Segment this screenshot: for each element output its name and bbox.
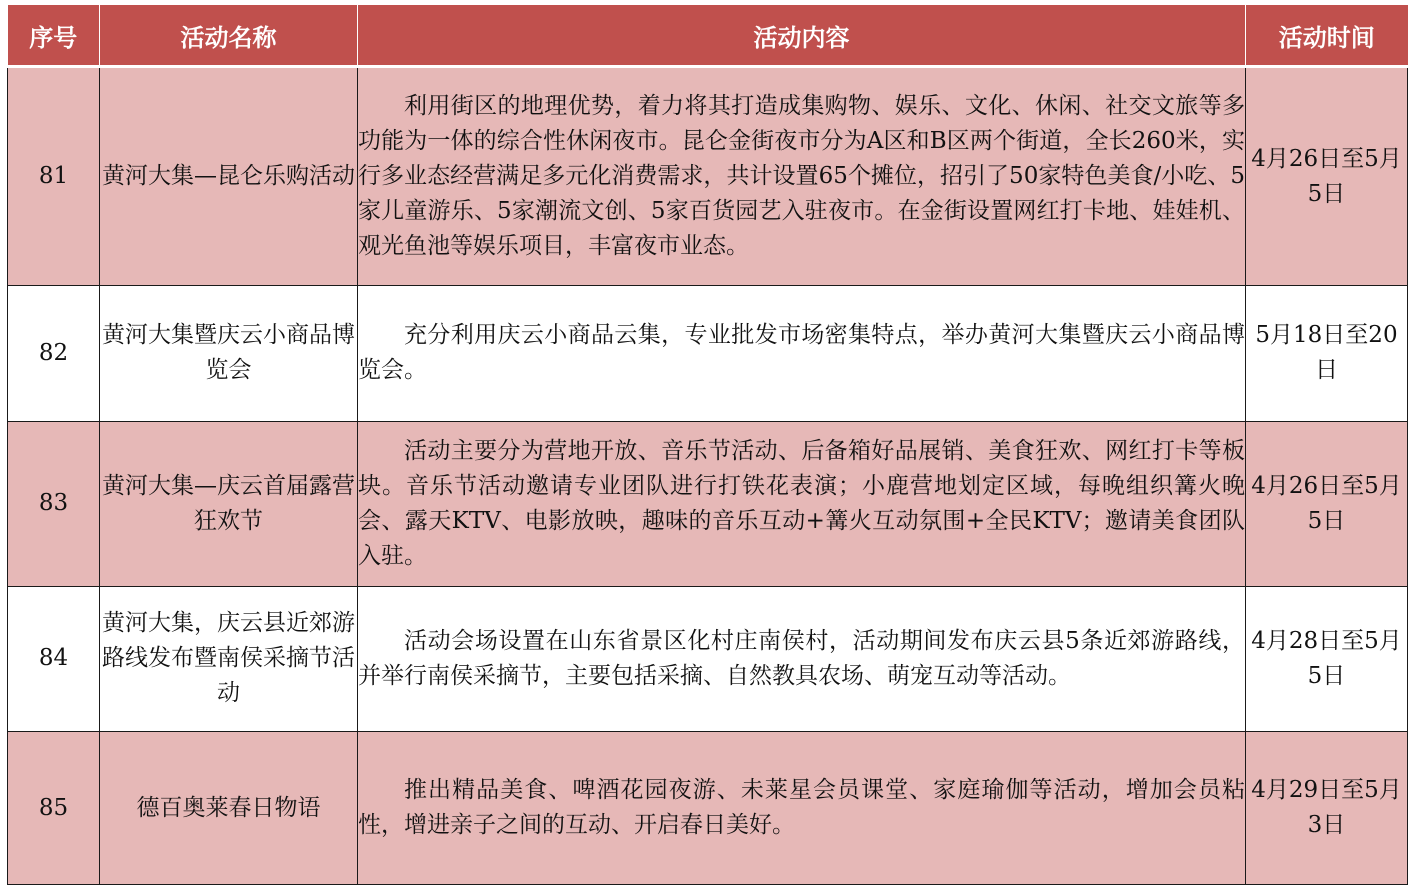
activity-content: 推出精品美食、啤酒花园夜游、未莱星会员课堂、家庭瑜伽等活动，增加会员粘性，增进亲子之间的互动、开启春日美好。 [358,777,1245,839]
activity-name: 黄河大集—庆云首届露营狂欢节 [100,421,358,586]
activity-name: 德百奥莱春日物语 [100,732,358,885]
activity-content: 利用街区的地理优势，着力将其打造成集购物、娱乐、文化、休闲、社交文旅等多功能为一体的综合性休闲夜市。昆仑金街夜市分为A区和B区两个街道，全长260米，实行多业态经营满足多元化消费需求，共计设置65个摊位，招引了50家特色美食/小吃、5家儿童游乐、5家潮流文创、5家百货园艺入驻夜市。在金街设置网红打卡地、娃娃机、观光鱼池等娱乐项目，丰富夜市业态。 [358,93,1245,260]
row-index: 83 [8,421,100,586]
activity-time: 5月18日至20日 [1246,286,1408,422]
table-row [8,421,1408,586]
activity-time: 4月26日至5月5日 [1246,67,1408,286]
table-row [8,586,1408,732]
activity-content-cell [358,286,1246,422]
activity-name: 黄河大集，庆云县近郊游路线发布暨南侯采摘节活动 [100,586,358,732]
header-name: 活动名称 [100,5,358,67]
header-content: 活动内容 [358,5,1246,67]
header-time: 活动时间 [1246,5,1408,67]
row-index: 85 [8,732,100,885]
header-row [8,5,1408,67]
table-row [8,67,1408,286]
activity-content-cell [358,586,1246,732]
table-row [8,286,1408,422]
header-index: 序号 [8,5,100,67]
activity-time: 4月26日至5月5日 [1246,421,1408,586]
activity-content-cell [358,732,1246,885]
activity-time: 4月28日至5月5日 [1246,586,1408,732]
activity-content: 活动会场设置在山东省景区化村庄南侯村，活动期间发布庆云县5条近郊游路线，并举行南侯采摘节，主要包括采摘、自然教具农场、萌宠互动等活动。 [358,627,1245,689]
activities-table [7,5,1408,885]
activity-content: 活动主要分为营地开放、音乐节活动、后备箱好品展销、美食狂欢、网红打卡等板块。音乐节活动邀请专业团队进行打铁花表演；小鹿营地划定区域，每晚组织篝火晚会、露天KTV、电影放映，趣味的音乐互动+篝火互动氛围+全民KTV；邀请美食团队入驻。 [358,437,1245,569]
activity-content-cell [358,421,1246,586]
row-index: 81 [8,67,100,286]
table-row [8,732,1408,885]
row-index: 84 [8,586,100,732]
activity-time: 4月29日至5月3日 [1246,732,1408,885]
activity-content: 充分利用庆云小商品云集，专业批发市场密集特点，举办黄河大集暨庆云小商品博览会。 [358,322,1245,384]
activity-name: 黄河大集暨庆云小商品博览会 [100,286,358,422]
row-index: 82 [8,286,100,422]
activity-name: 黄河大集—昆仑乐购活动 [100,67,358,286]
activity-content-cell [358,67,1246,286]
